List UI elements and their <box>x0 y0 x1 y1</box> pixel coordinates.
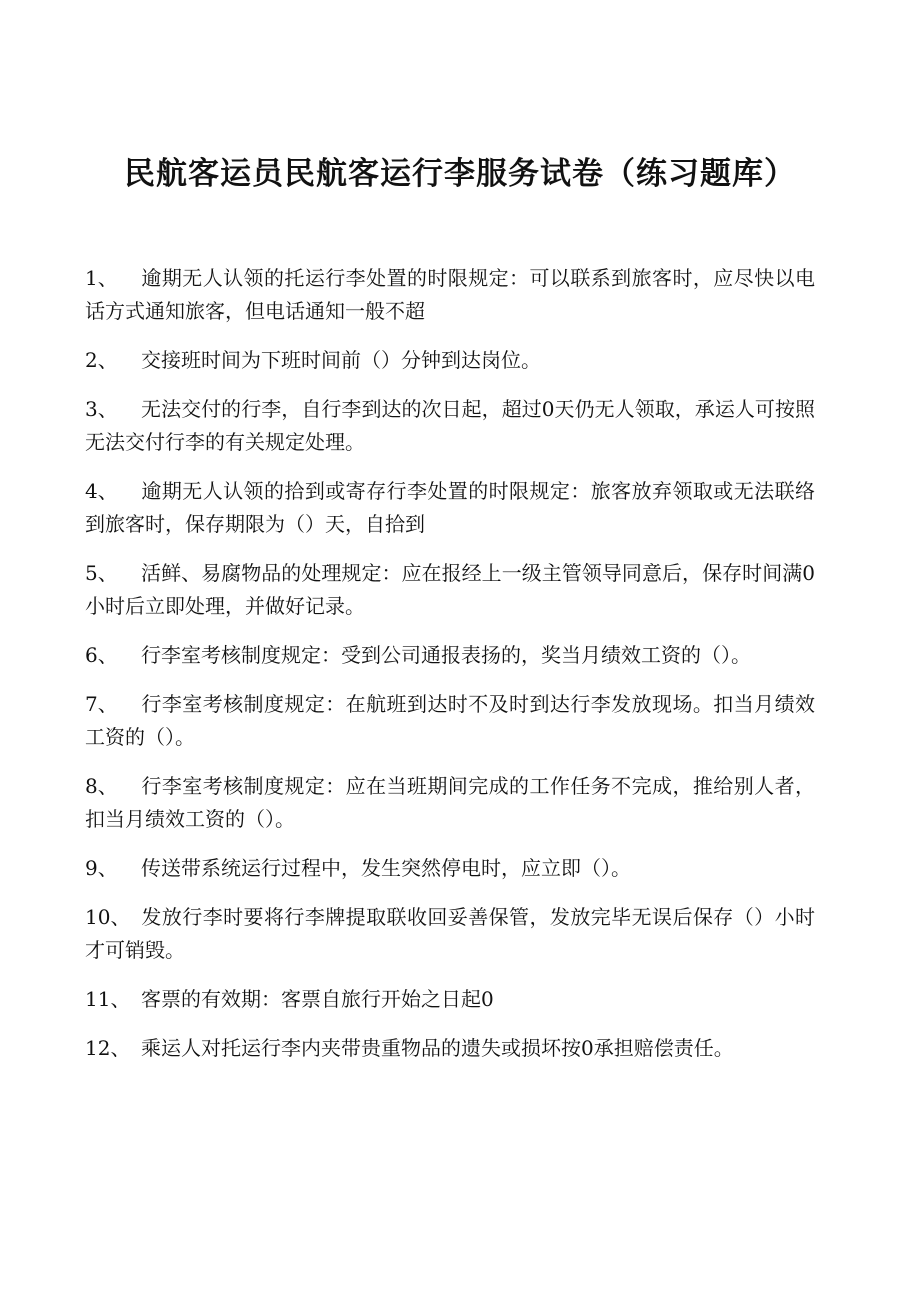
question-number: 12、 <box>85 1036 131 1060</box>
question-text: 行李室考核制度规定：应在当班期间完成的工作任务不完成，推给别人者，扣当月绩效工资的（）。 <box>85 774 815 831</box>
question-number: 7、 <box>85 692 118 716</box>
question-number: 9、 <box>85 856 118 880</box>
question-item <box>85 770 815 836</box>
question-item <box>85 983 815 1016</box>
question-number: 8、 <box>85 774 118 798</box>
question-item <box>85 901 815 967</box>
question-text: 乘运人对托运行李内夹带贵重物品的遗失或损坏按0承担赔偿责任。 <box>141 1036 734 1060</box>
question-text: 活鲜、易腐物品的处理规定：应在报经上一级主管领导同意后，保存时间满0小时后立即处理，并做好记录。 <box>85 561 815 618</box>
question-list <box>85 262 815 1081</box>
question-item <box>85 639 815 672</box>
question-item <box>85 393 815 459</box>
question-text: 行李室考核制度规定：受到公司通报表扬的，奖当月绩效工资的（）。 <box>141 643 751 667</box>
question-item <box>85 852 815 885</box>
question-item <box>85 557 815 623</box>
question-number: 6、 <box>85 643 118 667</box>
question-number: 11、 <box>85 987 131 1011</box>
question-number: 3、 <box>85 397 118 421</box>
page-title: 民航客运员民航客运行李服务试卷（练习题库） <box>124 155 796 192</box>
question-text: 发放行李时要将行李牌提取联收回妥善保管，发放完毕无误后保存（）小时才可销毁。 <box>85 905 815 962</box>
question-text: 无法交付的行李，自行李到达的次日起，超过0天仍无人领取，承运人可按照无法交付行李的有关规定处理。 <box>85 397 815 454</box>
question-item <box>85 1032 815 1065</box>
question-item <box>85 344 815 377</box>
question-text: 行李室考核制度规定：在航班到达时不及时到达行李发放现场。扣当月绩效工资的（）。 <box>85 692 815 749</box>
question-text: 逾期无人认领的拾到或寄存行李处置的时限规定：旅客放弃领取或无法联络到旅客时，保存期限为（）天，自拾到 <box>85 479 815 536</box>
question-text: 交接班时间为下班时间前（）分钟到达岗位。 <box>141 348 541 372</box>
question-number: 5、 <box>85 561 118 585</box>
question-number: 2、 <box>85 348 118 372</box>
question-number: 4、 <box>85 479 118 503</box>
question-text: 逾期无人认领的托运行李处置的时限规定：可以联系到旅客时，应尽快以电话方式通知旅客，但电话通知一般不超 <box>85 266 815 323</box>
question-item <box>85 475 815 541</box>
question-number: 10、 <box>85 905 131 929</box>
question-item <box>85 688 815 754</box>
question-text: 传送带系统运行过程中，发生突然停电时，应立即（）。 <box>141 856 631 880</box>
question-number: 1、 <box>85 266 118 290</box>
question-text: 客票的有效期：客票自旅行开始之日起0 <box>141 987 494 1011</box>
question-item <box>85 262 815 328</box>
